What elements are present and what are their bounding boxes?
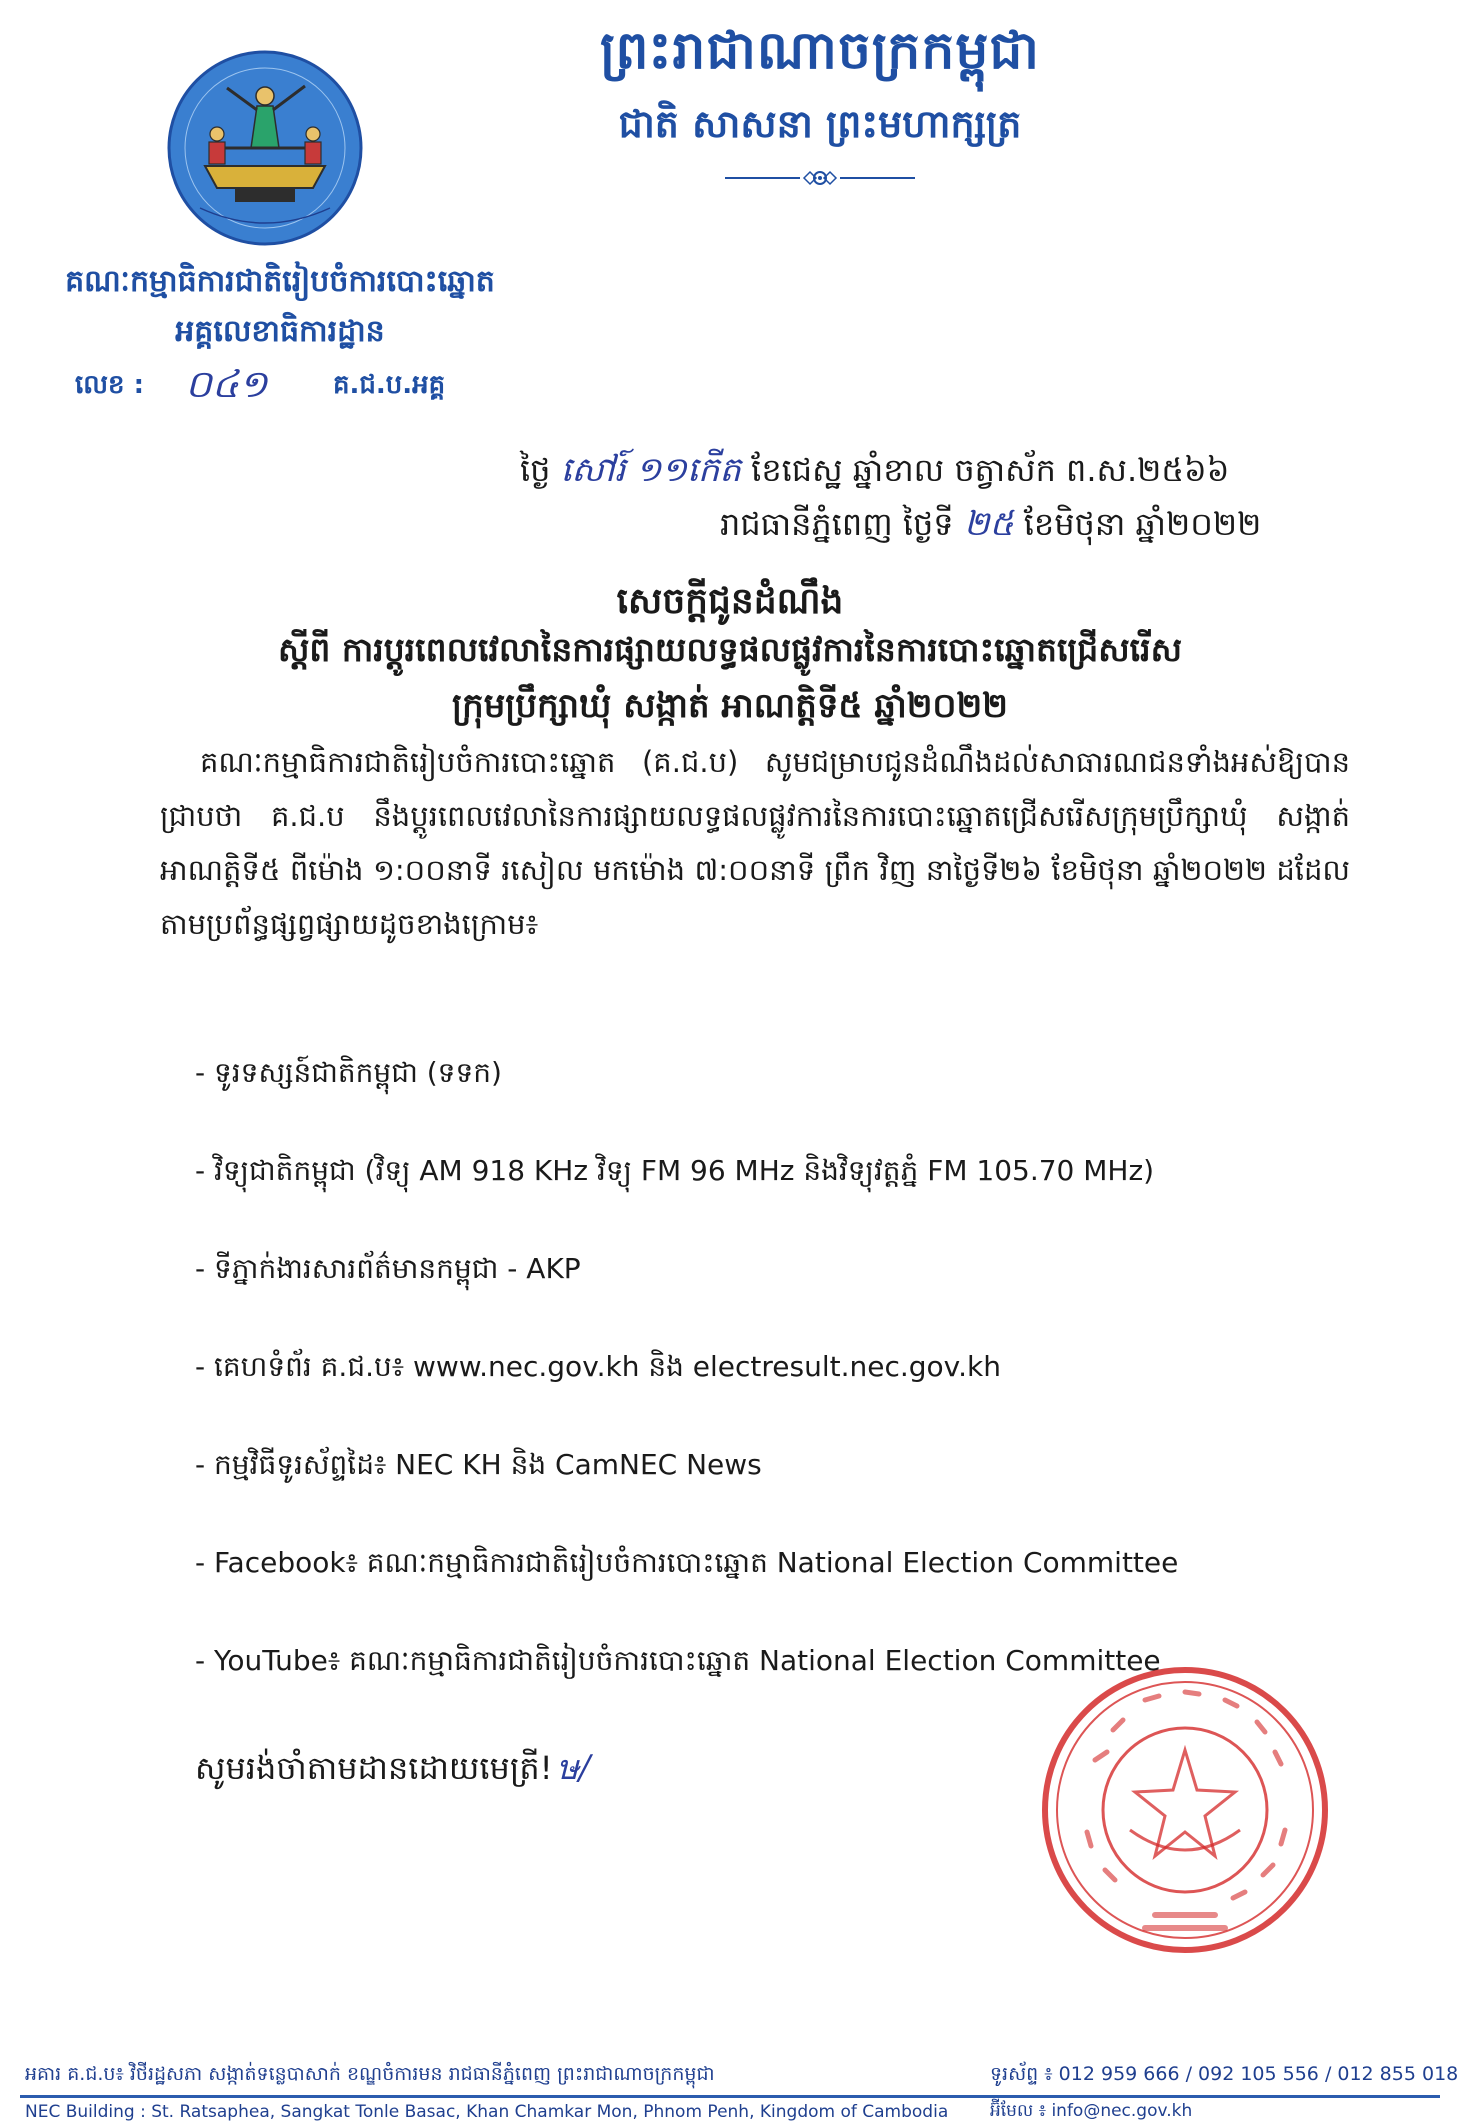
solar-day-handwritten: ២៥ xyxy=(963,504,1014,544)
reference-label: លេខ : xyxy=(75,370,144,400)
media-item-akp: - ទីភ្នាក់ងារសារព័ត៌មានកម្ពុជា - AKP xyxy=(195,1252,581,1285)
closing-text: សូមរង់ចាំតាមដានដោយមេត្រី! xyxy=(195,1749,553,1787)
notice-body xyxy=(160,735,1350,951)
solar-date-rest: ខែមិថុនា ឆ្នាំ២០២២ xyxy=(1023,505,1262,543)
notice-title: សេចក្តីជូនដំណឹង xyxy=(616,581,844,622)
footer-phone: ទូរស័ព្ទ ៖ 012 959 666 / 092 105 556 / 012 855 018 xyxy=(990,2063,1459,2085)
media-item-mobile-app: - កម្មវិធីទូរស័ព្ទដៃ៖ NEC KH និង CamNEC News xyxy=(195,1448,762,1481)
reference-number: ០៤១ xyxy=(185,362,268,406)
footer-divider xyxy=(20,2095,1440,2098)
handwritten-initials: ษ/ xyxy=(556,1748,591,1788)
lunar-day-number: ១១កើត xyxy=(635,450,741,490)
solar-date-prefix: រាជធានីភ្នំពេញ ថ្ងៃទី xyxy=(720,505,954,543)
ornament-divider-icon xyxy=(720,168,920,188)
lunar-day-handwritten: សៅរ៍ xyxy=(560,450,626,490)
issuing-organization: គណៈកម្មាធិការជាតិរៀបចំការបោះឆ្នោត xyxy=(65,264,495,299)
lunar-date-rest: ខែជេស្ឋ ឆ្នាំខាល ចត្វាស័ក ព.ស.២៥៦៦ xyxy=(751,451,1230,489)
reference-suffix: គ.ជ.ប.អគ្គ xyxy=(333,370,446,400)
body-paragraph: គណៈកម្មាធិការជាតិរៀបចំការបោះឆ្នោត (គ.ជ.ប) សូមជម្រាបជូនដំណឹងដល់សាធារណជនទាំងអស់ឱ្យបានជ្រាបថា គ.ជ.ប នឹងប្តូរពេលវេលានៃការផ្សាយលទ្ធផលផ្លូវការនៃការបោះឆ្នោតជ្រើសរើសក្រុមប្រឹក្សាឃុំ សង្កាត់ អាណត្តិទី៥ ពីម៉ោង ១:០០នាទី រសៀល មកម៉ោង ៧:០០នាទី ព្រឹក វិញ នាថ្ងៃទី២៦ ខែមិថុនា ឆ្នាំ២០២២ ដដែល តាមប្រព័ន្ធផ្សព្វផ្សាយដូចខាងក្រោម៖ xyxy=(160,745,1350,941)
footer-address-en: NEC Building : St. Ratsaphea, Sangkat Tonle Basac, Khan Chamkar Mon, Phnom Penh, Kingdom of Cambodia xyxy=(25,2102,949,2122)
secretariat-name: អគ្គលេខាធិការដ្ឋាន xyxy=(175,314,385,349)
nec-logo-icon xyxy=(165,48,365,248)
notice-subject-line-2: ក្រុមប្រឹក្សាឃុំ សង្កាត់ អាណត្តិទី៥ ឆ្នាំ២០២២ xyxy=(452,686,1008,726)
media-item-radio: - វិទ្យុជាតិកម្ពុជា (វិទ្យុ AM 918 KHz វិទ្យុ FM 96 MHz និងវិទ្យុវត្តភ្នំ FM 105.70 MHz) xyxy=(195,1154,1155,1187)
national-motto: ជាតិ សាសនា ព្រះមហាក្សត្រ xyxy=(618,101,1022,146)
reference-number-row xyxy=(75,362,535,408)
media-item-tvk: - ទូរទស្សន៍ជាតិកម្ពុជា (ទទក) xyxy=(195,1056,502,1089)
notice-subject-line-1: ស្តីពី ការប្តូរពេលវេលានៃការផ្សាយលទ្ធផលផ្លូវការនៃការបោះឆ្នោតជ្រើសរើស xyxy=(277,630,1182,669)
official-seal-icon xyxy=(1035,1660,1335,1960)
lunar-date xyxy=(520,448,1360,498)
media-item-facebook: - Facebook៖ គណៈកម្មាធិការជាតិរៀបចំការបោះឆ្នោត National Election Committee xyxy=(195,1546,1179,1579)
footer-address-km: អគារ គ.ជ.ប៖ វិថីរដ្ឋសភា សង្កាត់ទន្លេបាសាក់ ខណ្ឌចំការមន រាជធានីភ្នំពេញ ព្រះរាជាណាចក្រកម្ពុជា xyxy=(25,2063,715,2085)
closing-line xyxy=(195,1740,590,1795)
footer-email: អ៊ីមែល ៖ info@nec.gov.kh xyxy=(990,2101,1193,2121)
media-item-youtube: - YouTube៖ គណៈកម្មាធិការជាតិរៀបចំការបោះឆ្នោត National Election Committee xyxy=(195,1644,1161,1677)
solar-date xyxy=(720,502,1360,552)
media-item-website: - គេហទំព័រ គ.ជ.ប៖ www.nec.gov.kh និង electresult.nec.gov.kh xyxy=(195,1350,1001,1383)
kingdom-heading: ព្រះរាជាណាចក្រកម្ពុជា xyxy=(600,20,1040,81)
lunar-date-prefix: ថ្ងៃ xyxy=(520,451,551,489)
